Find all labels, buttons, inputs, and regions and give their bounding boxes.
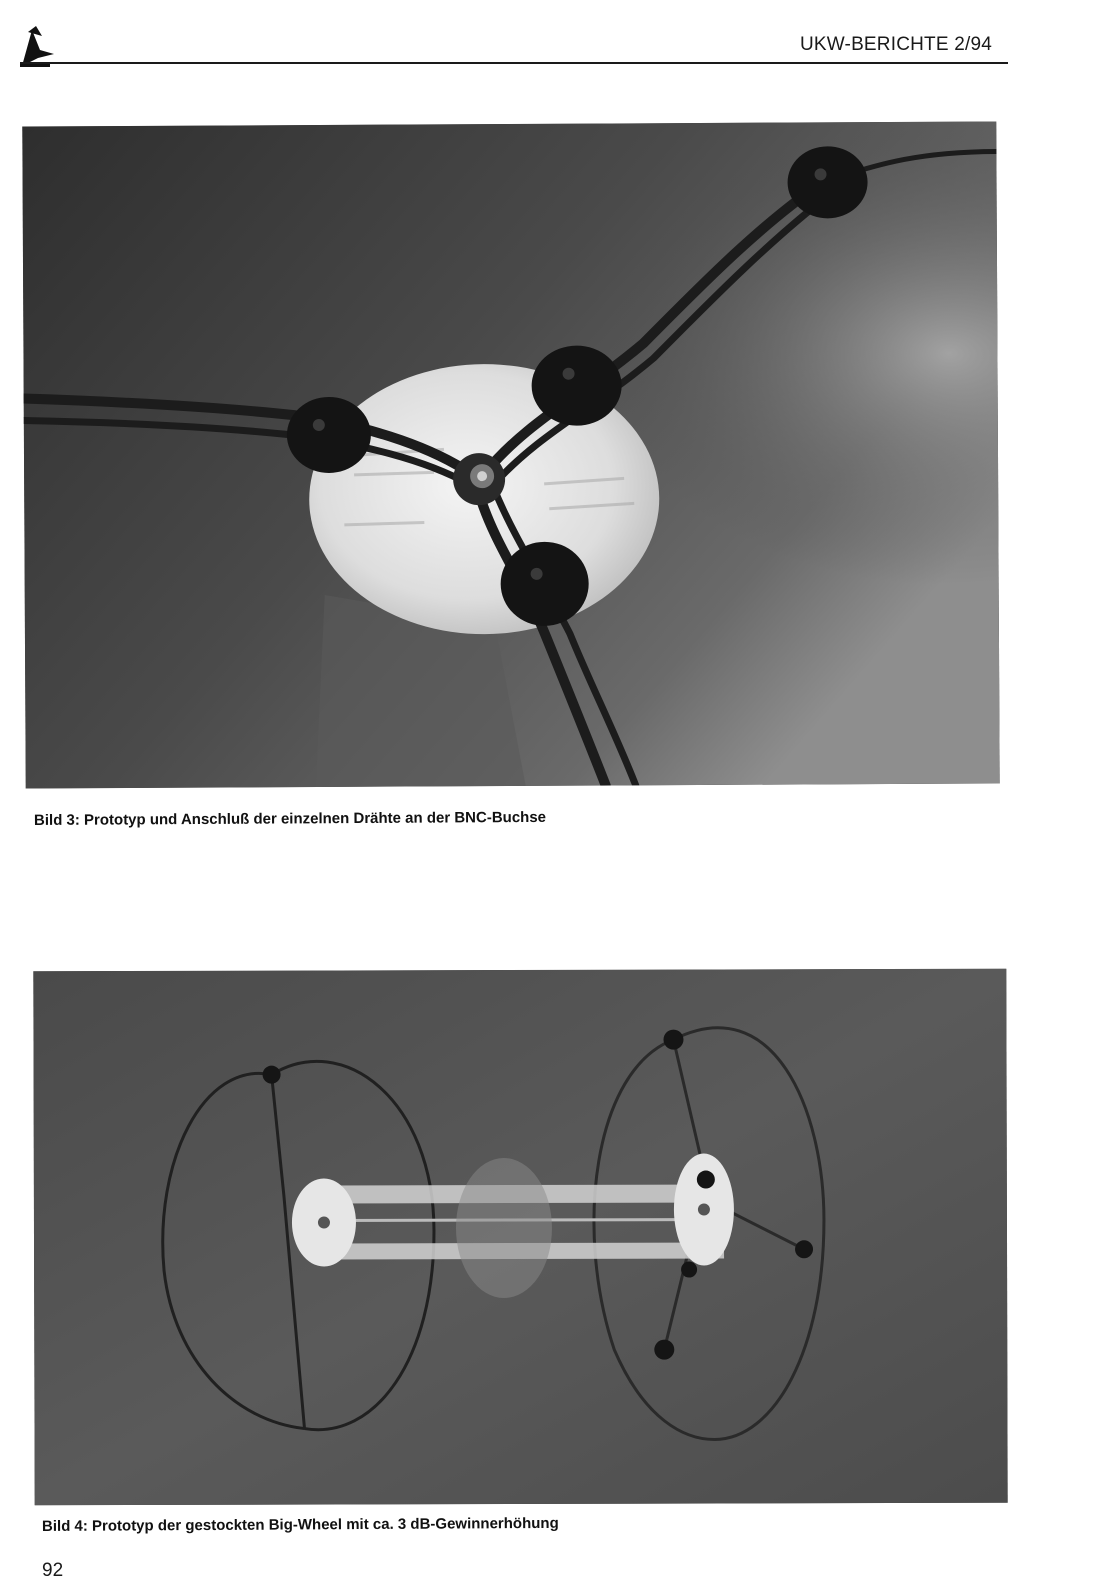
- journal-issue-title: UKW-BERICHTE 2/94: [799, 34, 992, 55]
- figure-4-caption: Bild 4: Prototyp der gestockten Big-Wheel mit ca. 3 dB-Gewinnerhöhung: [41, 1514, 559, 1535]
- header-divider: [20, 62, 1008, 64]
- page-number: 92: [42, 1560, 64, 1581]
- figure-3-photo: [22, 121, 999, 788]
- figure-4-photo: [33, 969, 1007, 1506]
- figure-3-caption: Bild 3: Prototyp und Anschluß der einzelnen Drähte an der BNC-Buchse: [33, 808, 547, 829]
